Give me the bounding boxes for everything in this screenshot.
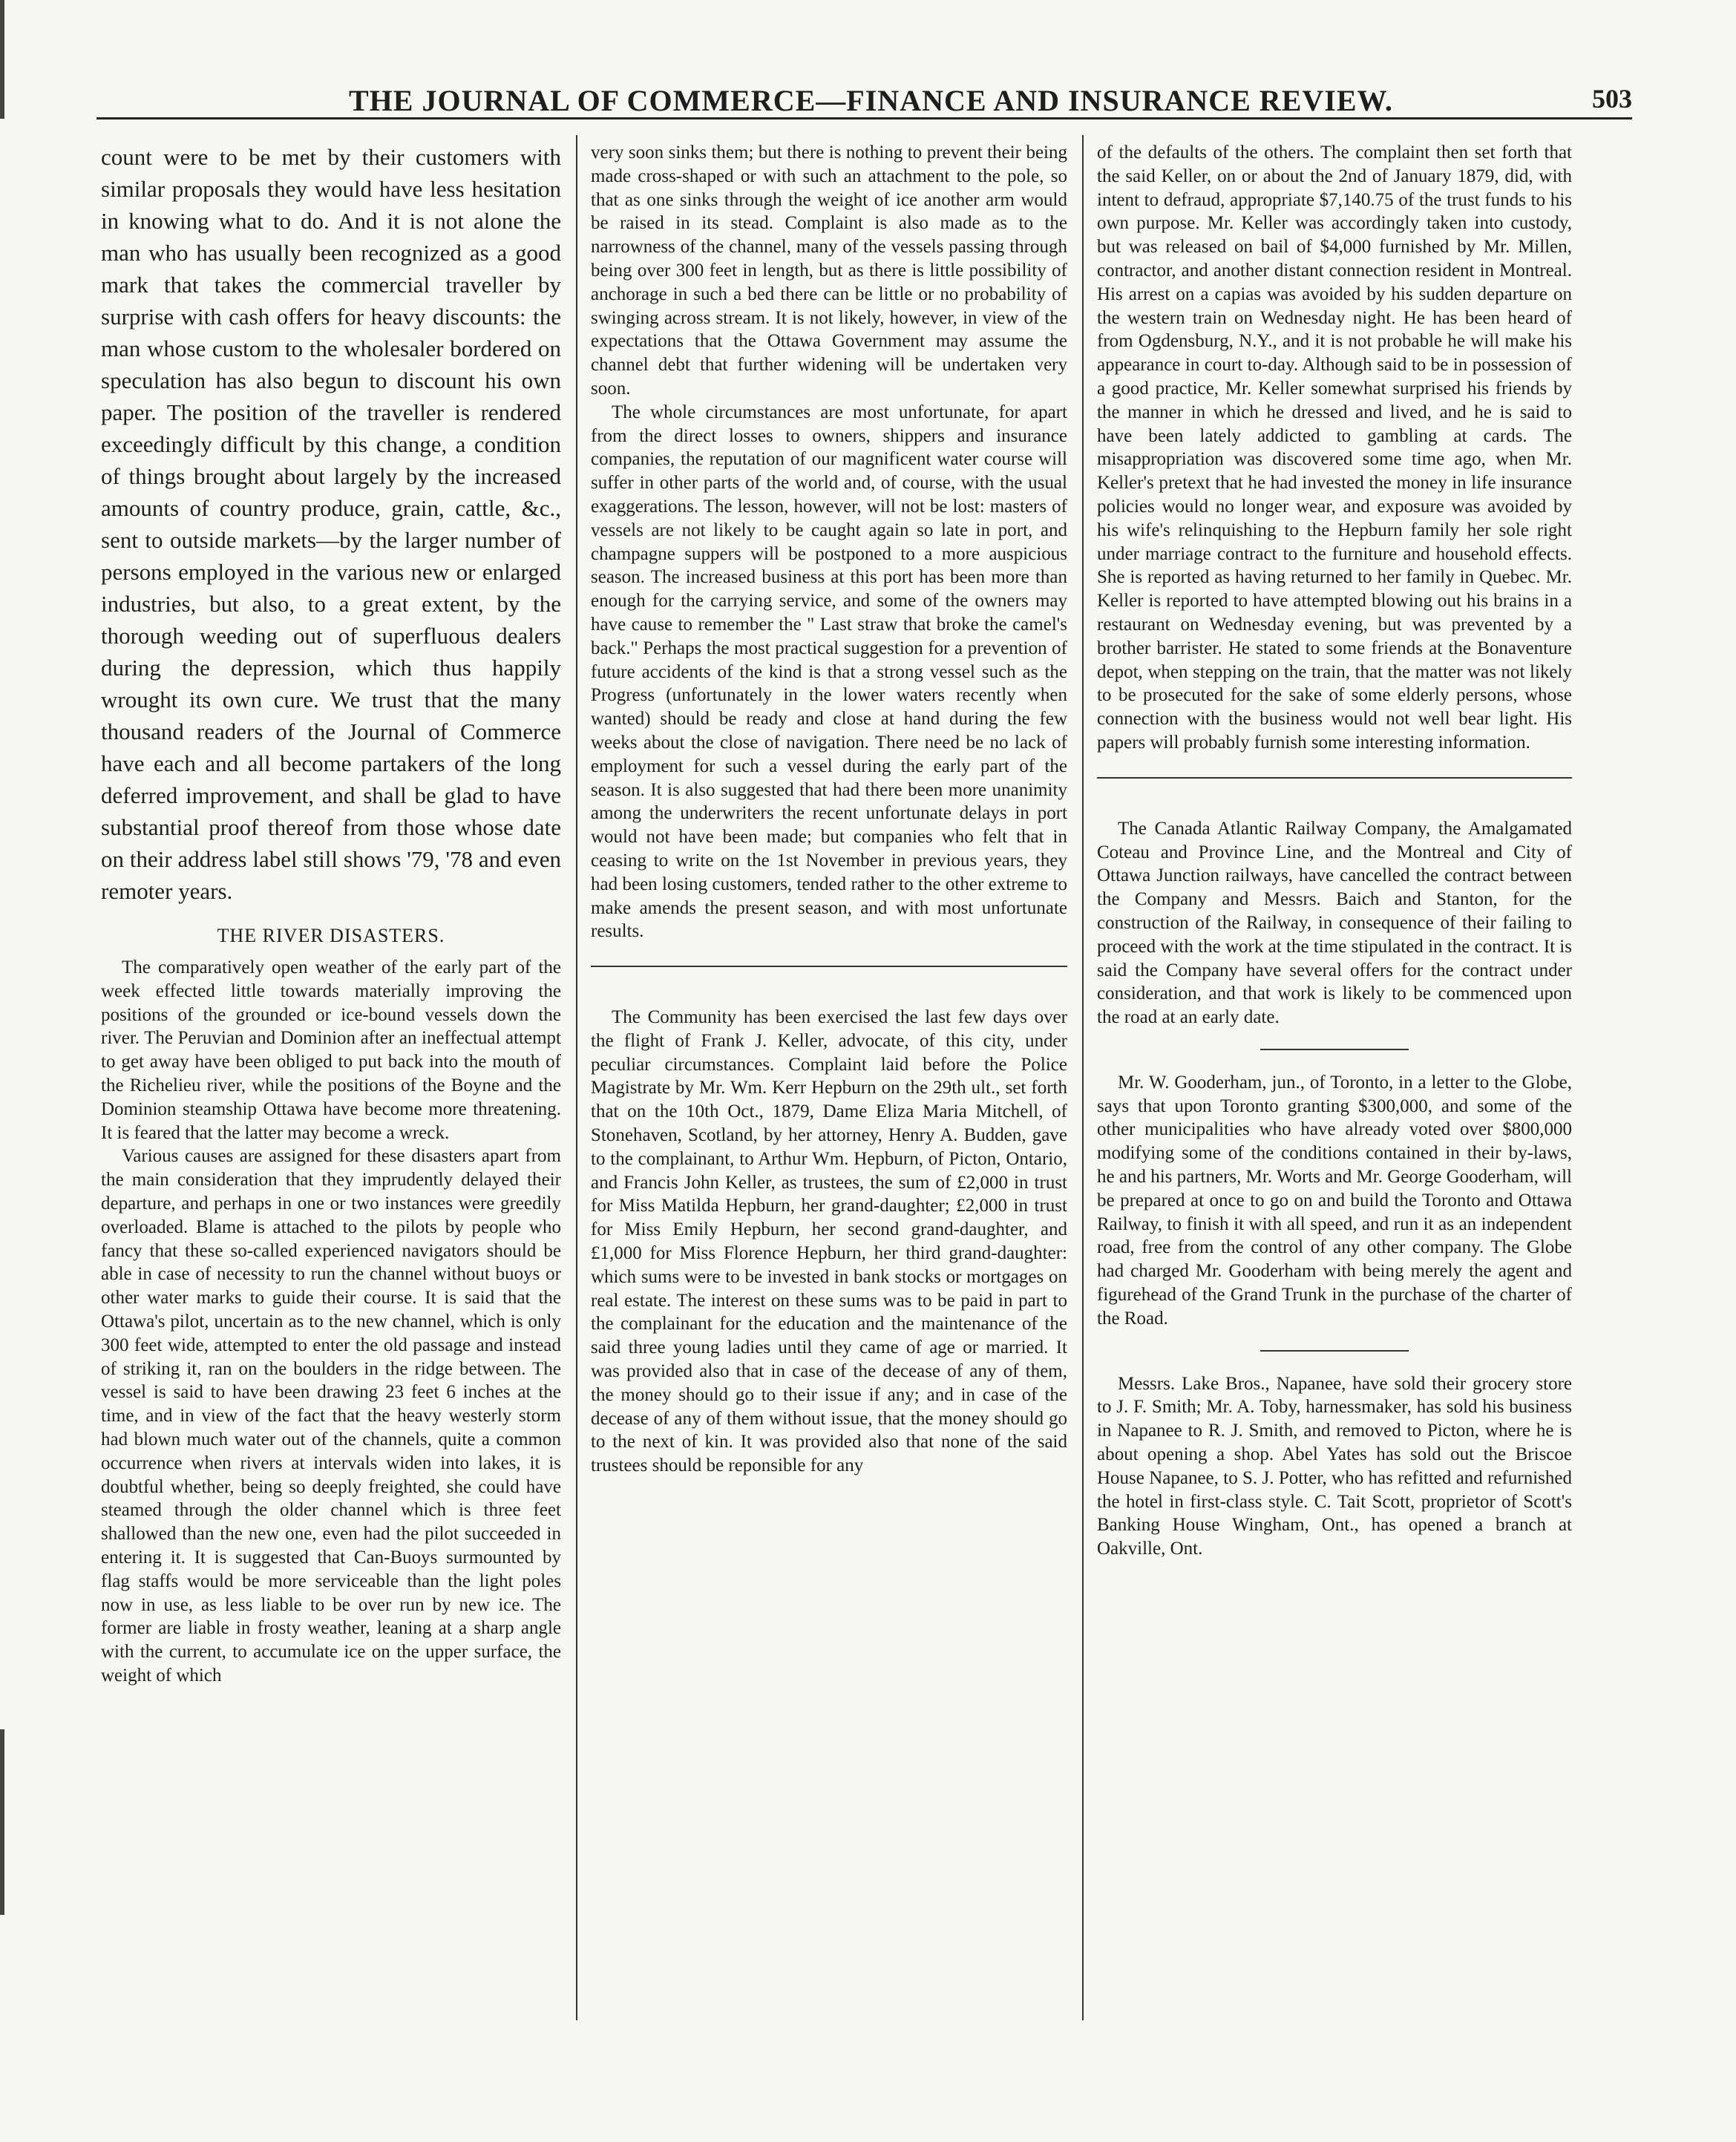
article-separator <box>1097 777 1572 817</box>
paragraph-keller-continued: of the defaults of the others. The complaint then set forth that the said Keller, on or about the 2nd of January 1879, did, with intent to defraud, appropriate $7,140.75 of the trust funds to his own purpose. Mr. Keller was accordingly taken into custody, but was released on bail of $4,000 furnished by Mr. Millen, contractor, and another distant connection resident in Montreal. His arrest on a capias was avoided by his sudden departure on the western train on Wednesday night. He has been heard of from Ogdensburg, N.Y., and it is not probable he will make his appearance in court to-day. Although said to be in possession of a good practice, Mr. Keller somewhat surprised his friends by the manner in which he dressed and lived, and he is said to have been lately addicted to gambling at cards. The misappropriation was discovered some time ago, when Mr. Keller's pretext that he had invested the money in life insurance policies would no longer wear, and exposure was avoided by his wife's relinquishing to the Hepburn family her sole right under marriage contract to the furniture and household effects. She is reported as having returned to her family in Quebec. Mr. Keller is reported to have attempted blowing out his brains in a restaurant on Wednesday evening, but was prevented by a brother barrister. He stated to some friends at the Bonaventure depot, when stepping on the train, that the matter was not likely to be prosecuted for the sake of some elderly persons, whose connection with the business would not well bear light. His papers will probably furnish some interesting information. <box>1097 143 1572 753</box>
page-header <box>96 82 1632 119</box>
section-heading-river-disasters: THE RIVER DISASTERS. <box>217 925 445 946</box>
paragraph-river-1: The comparatively open weather of the early part of the week effected little towards materially improving the positions of the grounded or ice-bound vessels down the river. The Peruvian and Dominion after an ineffectual attempt to get away have been obliged to put back into the mouth of the Richelieu river, while the positions of the Boyne and the Dominion steamship Ottawa have become more threatening. It is feared that the latter may become a wreck. <box>101 957 561 1143</box>
column-divider <box>576 135 577 2020</box>
paragraph-gooderham: Mr. W. Gooderham, jun., of Toronto, in a letter to the Globe, says that upon Toronto granting $300,000, and some of the other municipalities who have already voted over $800,000 modifying some of the conditions contained in their by-laws, he and his partners, Mr. Worts and Mr. George Gooderham, will be prepared at once to go on and build the Toronto and Ottawa Railway, to finish it with all speed, and run it as an independent road, free from the control of any other company. The Globe had charged Mr. Gooderham with being merely the agent and figurehead of the Grand Trunk in the purchase of the charter of the Road. <box>1097 1072 1572 1329</box>
article-separator <box>591 966 1067 1006</box>
column-3 <box>1097 141 1572 2112</box>
column-divider <box>1082 135 1084 2020</box>
paragraph-river-continued: very soon sinks them; but there is nothing to prevent their being made cross-shaped or with such an attachment to the pole, so that as one sinks through the weight of ice another arm would be raised in its stead. Complaint is also made as to the narrowness of the channel, many of the vessels passing through being over 300 feet in length, but as there is little possibility of anchorage in such a bed there can be little or no probability of swinging across stream. It is not likely, however, in view of the expectations that the Ottawa Government may assume the channel debt that further widening will be undertaken very soon. <box>591 143 1067 399</box>
paragraph-keller-community: The Community has been exercised the last few days over the flight of Frank J. Keller, advocate, of this city, under peculiar circumstances. Complaint laid before the Police Magistrate by Mr. Wm. Kerr Hepburn on the 29th ult., set forth that on the 10th Oct., 1879, Dame Eliza Maria Mitchell, of Stonehaven, Scotland, by her attorney, Henry A. Budden, gave to the complainant, to Arthur Wm. Hepburn, of Picton, Ontario, and Francis John Keller, as trustees, the sum of £2,000 in trust for Miss Matilda Hepburn, her grand-daughter; £2,000 in trust for Miss Emily Hepburn, her second grand-daughter, and £1,000 for Miss Florence Hepburn, her third grand-daughter: which sums were to be invested in bank stocks or mortgages on real estate. The interest on these sums was to be paid in part to the complainant for the education and the maintenance of the said three young ladies until they came of age or married. It was provided also that in case of the decease of any of them, the money should go to their issue if any; and in case of the decease of any of them without issue, that the money should go to the next of kin. It was provided also that none of the said trustees should be reponsible for any <box>591 1007 1067 1476</box>
column-1 <box>101 141 561 2112</box>
paragraph-canada-atlantic-railway: The Canada Atlantic Railway Company, the Amalgamated Coteau and Province Line, and the Montreal and City of Ottawa Junction railways, have cancelled the contract between the Company and Messrs. Baich and Stanton, for the construction of the Railway, in consequence of their failing to proceed with the work at the time stipulated in the contract. It is said the Company have several offers for the contract under consideration, and that work is likely to be commenced upon the road at an early date. <box>1097 818 1572 1028</box>
paragraph-whole-circumstances: The whole circumstances are most unfortunate, for apart from the direct losses to owners, shippers and insurance companies, the reputation of our magnificent water course will suffer in other parts of the world and, of course, with the usual exaggerations. The lesson, however, will not be lost: masters of vessels are not likely to be caught again so late in port, and champagne suppers will be postponed to a more auspicious season. The increased business at this port has been more than enough for the carrying service, and some of the owners may have cause to remember the " Last straw that broke the camel's back." Perhaps the most practical suggestion for a prevention of future accidents of the kind is that a strong vessel such as the Progress (unfortunately in the lower waters recently when wanted) should be ready and close at hand during the few weeks about the close of navigation. There need be no lack of employment for such a vessel during the early part of the season. It is also suggested that had there been more unanimity among the underwriters the recent unfortunate delays in port would not have been made; but companies who felt that in ceasing to write on the 1st November in previous years, they had been losing customers, tended rather to the other extreme to make amends the present season, and with most unfortunate results. <box>591 402 1067 942</box>
paragraph-river-2: Various causes are assigned for these disasters apart from the main consideration that they imprudently delayed their departure, and perhaps in one or two instances were greedily overloaded. Blame is attached to the pilots by people who fancy that these so-called experienced navigators should be able in case of necessity to run the channel without buoys or other water marks to guide their course. It is said that the Ottawa's pilot, uncertain as to the new channel, which is only 300 feet wide, attempted to enter the old passage and instead of striking it, ran on the boulders in the ridge between. The vessel is said to have been drawing 23 feet 6 inches at the time, and in view of the fact that the heavy westerly storm had blown much water out of the channels, quite a common occurrence when rivers at intervals widen into lakes, it is doubtful whether, being so deeply freighted, she could have steamed through the older channel which is three feet shallowed than the new one, even had the pilot succeeded in entering it. It is suggested that Can-Buoys surmounted by flag staffs would be more serviceable than the light poles now in use, as less liable to be over run by new ice. The former are liable in frosty weather, leaning at a sharp angle with the current, to accumulate ice on the upper surface, the weight of which <box>101 1146 561 1686</box>
column-2 <box>591 141 1067 2112</box>
journal-title: THE JOURNAL OF COMMERCE—FINANCE AND INSURANCE REVIEW. <box>349 84 1393 117</box>
paragraph-business-notes: Messrs. Lake Bros., Napanee, have sold their grocery store to J. F. Smith; Mr. A. Toby, harnessmaker, has sold his business in Napanee to R. J. Smith, and removed to Picton, where he is about opening a shop. Abel Yates has sold out the Briscoe House Napanee, to S. J. Potter, who has refitted and refurnished the hotel in first-class style. C. Tait Scott, proprietor of Scott's Banking House Wingham, Ont., has opened a branch at Oakville, Ont. <box>1097 1373 1572 1559</box>
article-separator <box>1260 1350 1409 1352</box>
scan-edge-bottom <box>0 1729 4 1915</box>
page-number: 503 <box>1592 84 1632 114</box>
scan-edge-top <box>0 0 4 119</box>
article-separator <box>1260 1049 1409 1050</box>
paragraph-traveller: count were to be met by their customers with similar proposals they would have less hesitation in knowing what to do. And it is not alone the man who has usually been recognized as a good mark that takes the commercial traveller by surprise with cash offers for heavy discounts: the man whose custom to the wholesaler bordered on speculation has also begun to discount his own paper. The position of the traveller is rendered exceedingly difficult by this change, a condition of things brought about largely by the increased amounts of country produce, grain, cattle, &c., sent to outside markets—by the larger number of persons employed in the various new or enlarged industries, but also, to a great extent, by the thorough weeding out of superfluous dealers during the depression, which thus happily wrought its own cure. We trust that the many thousand readers of the Journal of Commerce have each and all become partakers of the long deferred improvement, and shall be glad to have substantial proof thereof from those whose date on their address label still shows '79, '78 and even remoter years. <box>101 144 561 904</box>
